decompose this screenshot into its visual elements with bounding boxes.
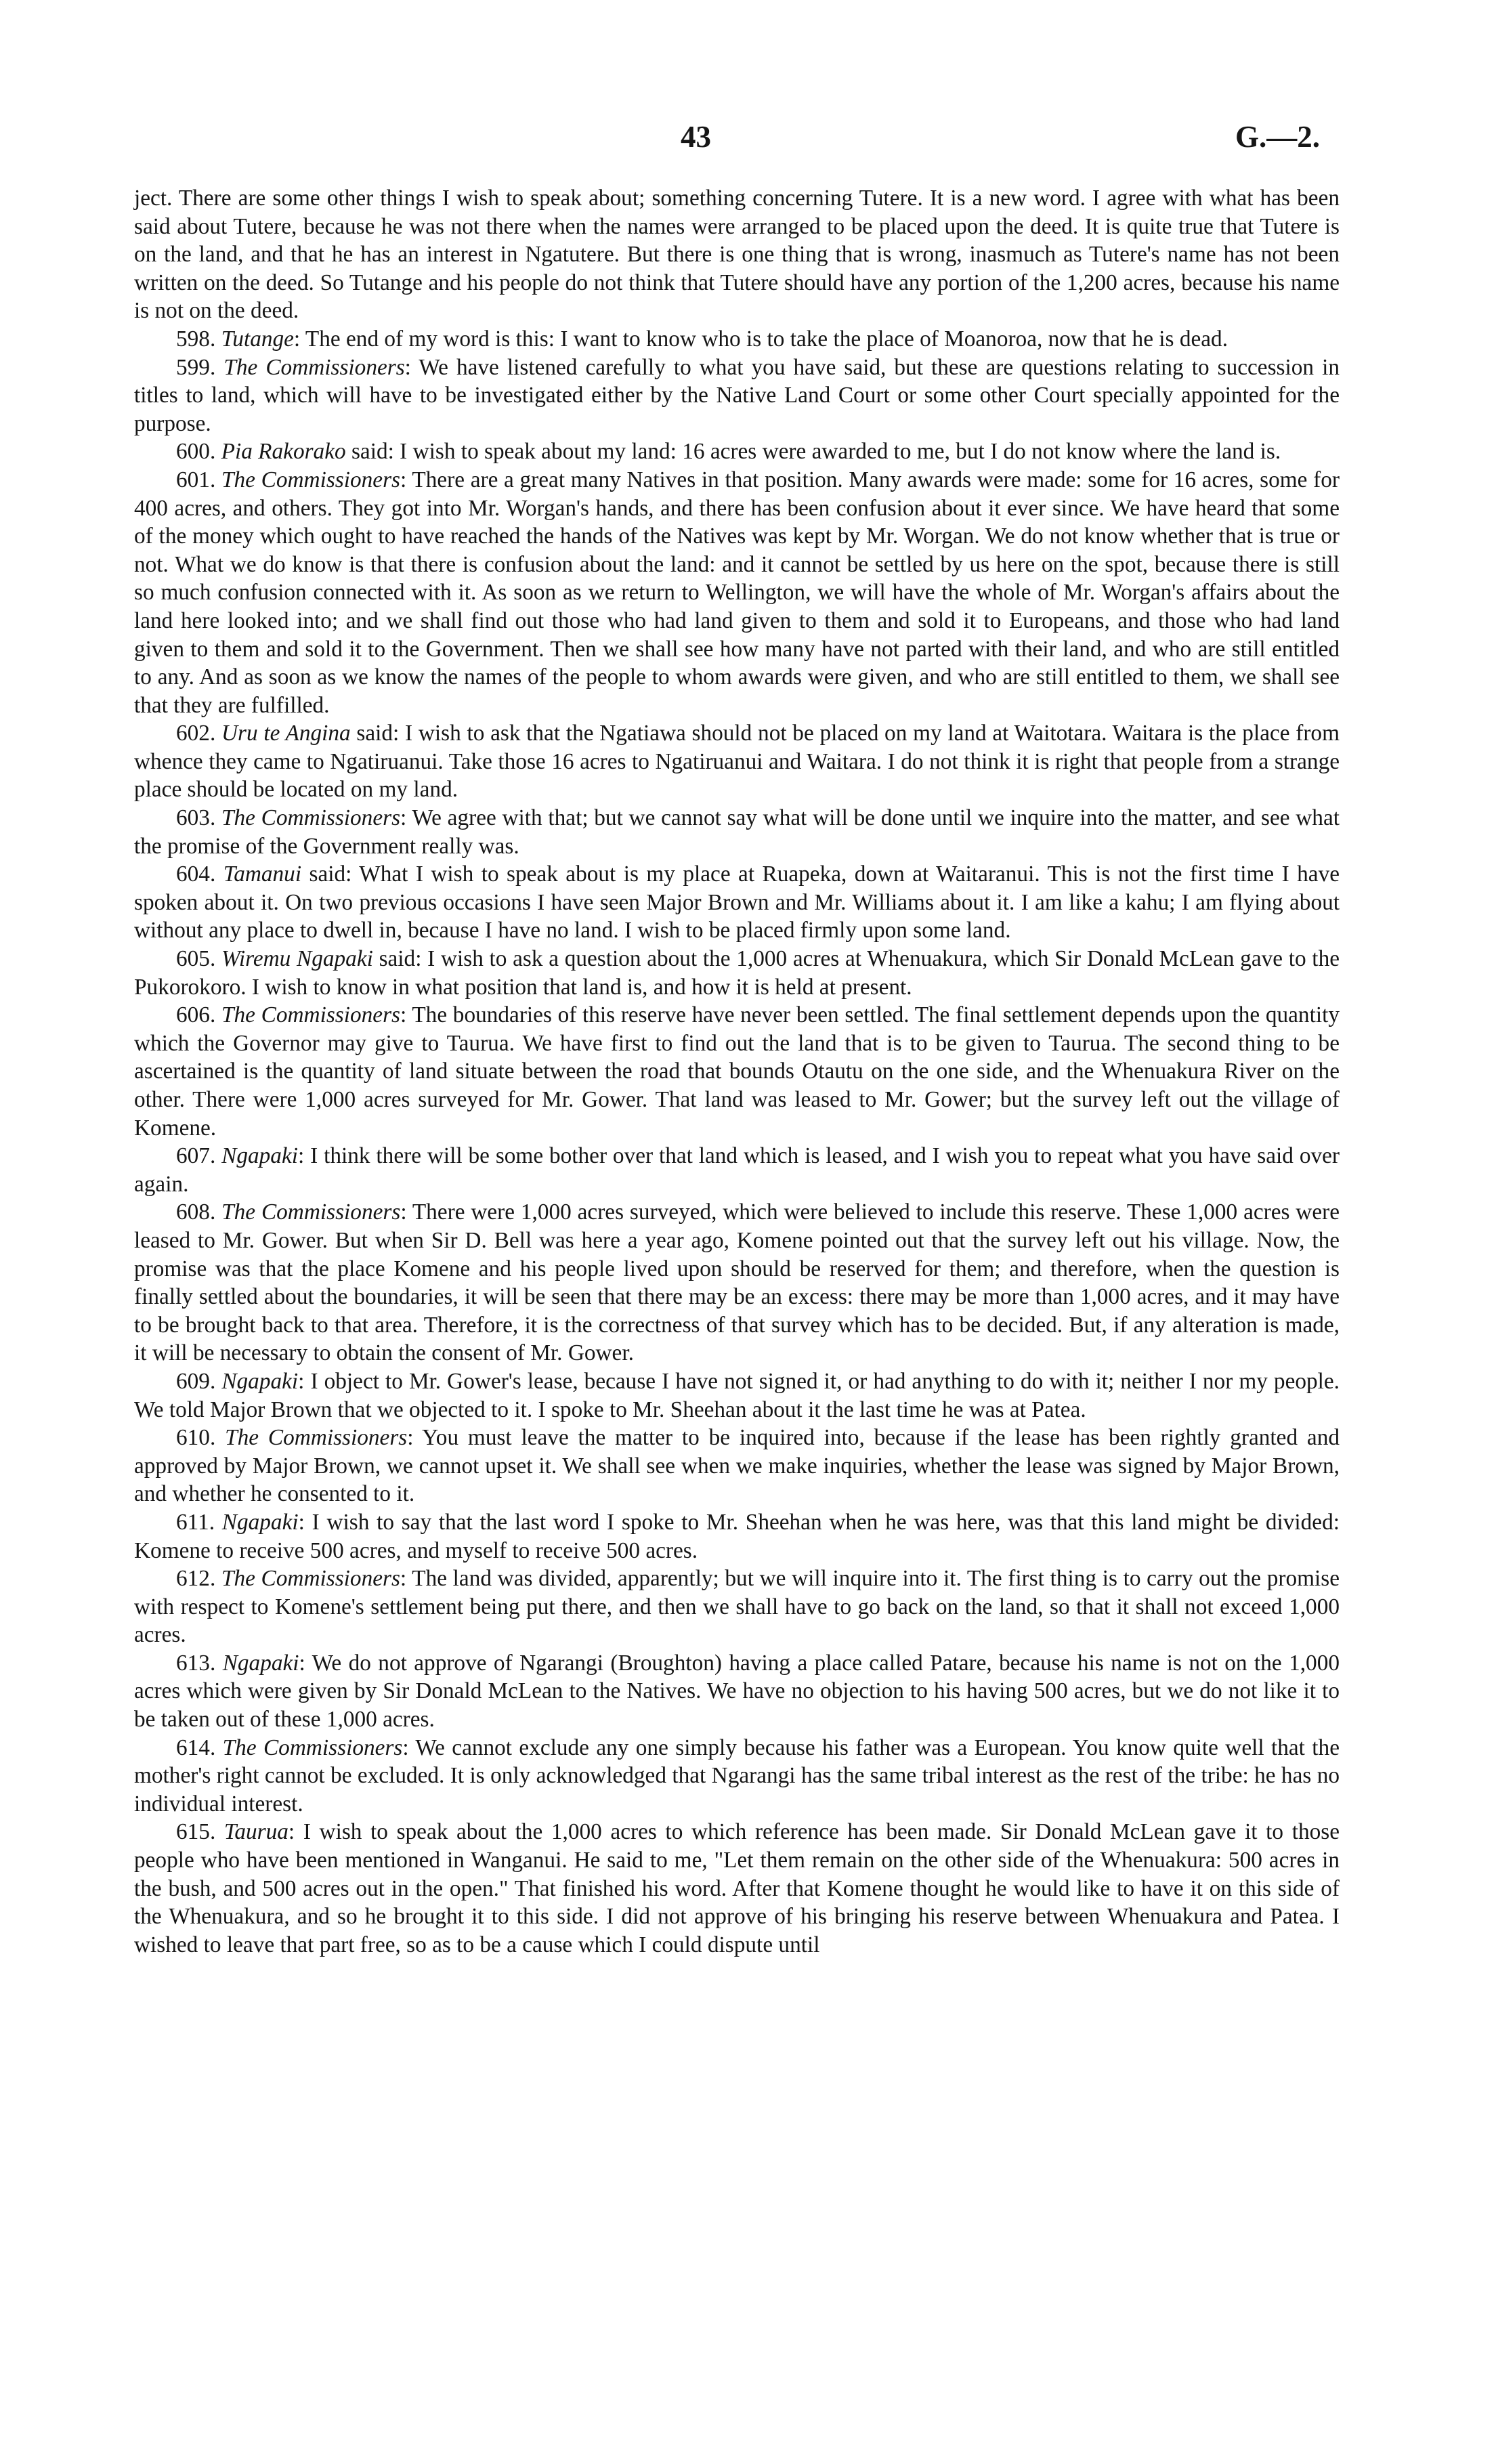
speaker-name: Pia Rakorako [221, 439, 346, 465]
paragraph-number: 607. [176, 1143, 216, 1169]
speaker-name: Wiremu Ngapaki [221, 946, 373, 972]
speaker-name: Ngapaki [221, 1509, 299, 1535]
paragraph [134, 1508, 1340, 1565]
speech-marker: : [400, 1566, 407, 1592]
speaker-name: The Commissioners [221, 805, 401, 831]
paragraph-number: 608. [176, 1199, 216, 1225]
paragraph-number: 613. [176, 1650, 216, 1676]
paragraph-number: 614. [176, 1735, 216, 1760]
speech-marker: : [298, 1368, 305, 1394]
speech-marker: said: [379, 946, 422, 972]
paragraph-text: I wish to ask that the Ngatiawa should not be placed on my land at Waitotara. Waitara is the place from whence they came to Ngatiruanui. Take those 16 acres to Ngatiruanui and Waitara. I do not think it is right that people from a strange place should be located on my land. [134, 721, 1340, 803]
paragraph-number: 605. [176, 946, 216, 972]
paragraph-text: We have listened carefully to what you have said, but these are questions relating to succession in titles to land, which will have to be investigated either by the Native Land Court or some other Court specially appointed for the purpose. [134, 354, 1340, 436]
paragraph-text: I object to Mr. Gower's lease, because I have not signed it, or had anything to do with it; neither I nor my people. We told Major Brown that we objected to it. I spoke to Mr. Sheehan about it the last time he was at Patea. [134, 1368, 1340, 1422]
paragraph-text: I think there will be some bother over that land which is leased, and I wish you to repeat what you have said over again. [134, 1143, 1340, 1197]
speech-marker: : [400, 467, 407, 492]
speech-marker: : [407, 1425, 414, 1451]
paragraph-text: I wish to speak about my land: 16 acres were awarded to me, but I do not know where the land is. [400, 439, 1281, 465]
paragraph-text: You must leave the matter to be inquired into, because if the lease has been rightly granted and approved by Major Brown, we cannot upset it. We shall see when we make inquiries, whether the lease was signed by Major Brown, and whether he consented to it. [134, 1425, 1340, 1507]
speech-marker: : [400, 805, 407, 831]
speech-marker: : [402, 1735, 409, 1760]
paragraph [134, 1818, 1340, 1959]
paragraph-number: 601. [176, 467, 216, 492]
paragraph-text: We do not approve of Ngarangi (Broughton) having a place called Patare, because his name is not on the 1,000 acres which were given by Sir Donald McLean to the Natives. We have no objection to his having 500 acres, but we do not like it to be taken out of these 1,000 acres. [134, 1650, 1340, 1733]
paragraph-number: 600. [176, 439, 216, 465]
speaker-name: Tutange [221, 326, 294, 352]
body-text [134, 184, 1340, 1959]
speaker-name: The Commissioners [221, 1199, 401, 1225]
series-code: G.—2. [1235, 120, 1320, 154]
speech-marker: : [400, 1002, 407, 1028]
paragraph [134, 325, 1340, 354]
paragraph-number: 610. [176, 1425, 216, 1451]
speaker-name: Ngapaki [221, 1368, 299, 1394]
paragraph [134, 1424, 1340, 1508]
speech-marker: said: [351, 439, 394, 465]
paragraph [134, 860, 1340, 945]
paragraph [134, 719, 1340, 804]
paragraph [134, 1367, 1340, 1424]
paragraph-text: I wish to say that the last word I spoke to Mr. Sheehan when he was here, was that this land might be divided: Komene to receive 500 acres, and myself to receive 500 acres. [134, 1509, 1340, 1563]
paragraph-number: 604. [176, 862, 216, 887]
paragraph-text: I wish to speak about the 1,000 acres to which reference has been made. Sir Donald McLean gave it to those people who have been mentioned in Wanganui. He said to me, "Let them remain on the other side of the Whenuakura: 500 acres in the bush, and 500 acres out in the open." That finished his word. After that Komene thought he would like to have it on this side of the Whenuakura, and so he brought it to this side. I did not approve of his bringing his reserve between Whenuakura and Patea. I wished to leave that part free, so as to be a cause which I could dispute until [134, 1819, 1340, 1957]
page-number: 43 [681, 120, 711, 154]
paragraph-text: We agree with that; but we cannot say what will be done until we inquire into the matter, and see what the promise of the Government really was. [134, 805, 1340, 859]
paragraph [134, 466, 1340, 719]
speaker-name: The Commissioners [225, 1425, 408, 1451]
page-header [0, 119, 1496, 160]
speech-marker: said: [356, 721, 400, 746]
paragraph [134, 945, 1340, 1001]
paragraph [134, 354, 1340, 438]
speech-marker: : [299, 1650, 305, 1676]
paragraph-number: 598. [176, 326, 216, 352]
paragraph-text: There are a great many Natives in that position. Many awards were made: some for 16 acres, some for 400 acres, and others. They got into Mr. Worgan's hands, and there has been confusion about it ever since. We have heard that some of the money which ought to have reached the hands of the Natives was kept by Mr. Worgan. We do not know whether that is true or not. What we do know is that there is confusion about the land: and it cannot be settled by us here on the spot, because there is still so much confusion connected with it. As soon as we return to Wellington, we will have the whole of Mr. Worgan's affairs about the land here looked into; and we shall find out those who had land given to them and sold it to Europeans, and those who had land given to them and sold it to the Government. Then we shall see how many have not parted with their land, and who are still entitled to any. And as soon as we know the names of the people to whom awards were given, and who are still entitled to them, we shall see that they are fulfilled. [134, 467, 1340, 718]
paragraph [134, 1142, 1340, 1198]
paragraph-text: There were 1,000 acres surveyed, which were believed to include this reserve. These 1,000 acres were leased to Mr. Gower. But when Sir D. Bell was here a year ago, Komene pointed out that the survey left out his village. Now, the promise was that the place Komene and his people lived upon should be reserved for them; and therefore, when the question is finally settled about the boundaries, it will be seen that there may be an excess: there may be more than 1,000 acres, and it may have to be brought back to that area. Therefore, it is the correctness of that survey which has to be decided. But, if any alteration is made, it will be necessary to obtain the consent of Mr. Gower. [134, 1199, 1340, 1366]
speech-marker: said: [309, 862, 352, 887]
paragraph [134, 804, 1340, 860]
speaker-name: Ngapaki [222, 1650, 299, 1676]
paragraph-text: I wish to ask a question about the 1,000 acres at Whenuakura, which Sir Donald McLean gave to the Pukorokoro. I wish to know in what position that land is, and how it is held at present. [134, 946, 1340, 1000]
paragraph-number: 599. [176, 354, 216, 380]
paragraph [134, 1565, 1340, 1649]
paragraph [134, 438, 1340, 466]
paragraph [134, 1734, 1340, 1819]
speech-marker: : [288, 1819, 295, 1845]
speaker-name: Ngapaki [221, 1143, 298, 1169]
speech-marker: : [293, 326, 301, 352]
speech-marker: : [404, 354, 411, 380]
paragraph [134, 184, 1340, 325]
paragraph [134, 1649, 1340, 1734]
paragraph-text: ject. There are some other things I wish to speak about; something concerning Tutere. It is a new word. I agree with what has been said about Tutere, because he was not there when the names were arranged to be placed upon the deed. It is quite true that Tutere is on the land, and that he has an interest in Ngatutere. But there is one thing that is wrong, inasmuch as Tutere's name has not been written on the deed. So Tutange and his people do not think that Tutere should have any portion of the 1,200 acres, because his name is not on the deed. [134, 186, 1340, 324]
speaker-name: Tamanui [223, 862, 302, 887]
paragraph-number: 606. [176, 1002, 216, 1028]
speech-marker: : [298, 1509, 305, 1535]
speaker-name: The Commissioners [222, 1735, 403, 1760]
speaker-name: Taurua [223, 1819, 288, 1845]
paragraph-number: 611. [176, 1509, 215, 1535]
paragraph-number: 602. [176, 721, 216, 746]
paragraph-number: 612. [176, 1566, 216, 1592]
paragraph-number: 609. [176, 1368, 216, 1394]
speaker-name: The Commissioners [223, 354, 405, 380]
speaker-name: The Commissioners [221, 467, 400, 492]
paragraph [134, 1198, 1340, 1367]
speaker-name: Uru te Angina [221, 721, 351, 746]
paragraph-text: The land was divided, apparently; but we will inquire into it. The first thing is to carry out the promise with respect to Komene's settlement being put there, and then we shall have to go back on the land, so that it shall not exceed 1,000 acres. [134, 1566, 1340, 1648]
paragraph-text: The end of my word is this: I want to know who is to take the place of Moanoroa, now that he is dead. [305, 326, 1228, 352]
speech-marker: : [298, 1143, 305, 1169]
paragraph-number: 615. [176, 1819, 216, 1845]
paragraph-text: What I wish to speak about is my place at Ruapeka, down at Waitaranui. This is not the first time I have spoken about it. On two previous occasions I have seen Major Brown and Mr. Williams about it. I am like a kahu; I am flying about without any place to dwell in, because I have no land. I wish to be placed firmly upon some land. [134, 862, 1340, 943]
speech-marker: : [400, 1199, 407, 1225]
speaker-name: The Commissioners [221, 1002, 400, 1028]
speaker-name: The Commissioners [221, 1566, 400, 1592]
paragraph [134, 1001, 1340, 1142]
paragraph-number: 603. [176, 805, 216, 831]
paragraph-text: The boundaries of this reserve have never been settled. The final settlement depends upon the quantity which the Governor may give to Taurua. We have first to find out the land that is to be given to Taurua. The second thing to be ascertained is the quantity of land situate between the road that bounds Otautu on the one side, and the Whenuakura River on the other. There were 1,000 acres surveyed for Mr. Gower. That land was leased to Mr. Gower; but the survey left out the village of Komene. [134, 1002, 1340, 1141]
paragraph-text: We cannot exclude any one simply because his father was a European. You know quite well that the mother's right cannot be excluded. It is only acknowledged that Ngarangi has the same tribal interest as the rest of the tribe: he has no individual interest. [134, 1735, 1340, 1817]
